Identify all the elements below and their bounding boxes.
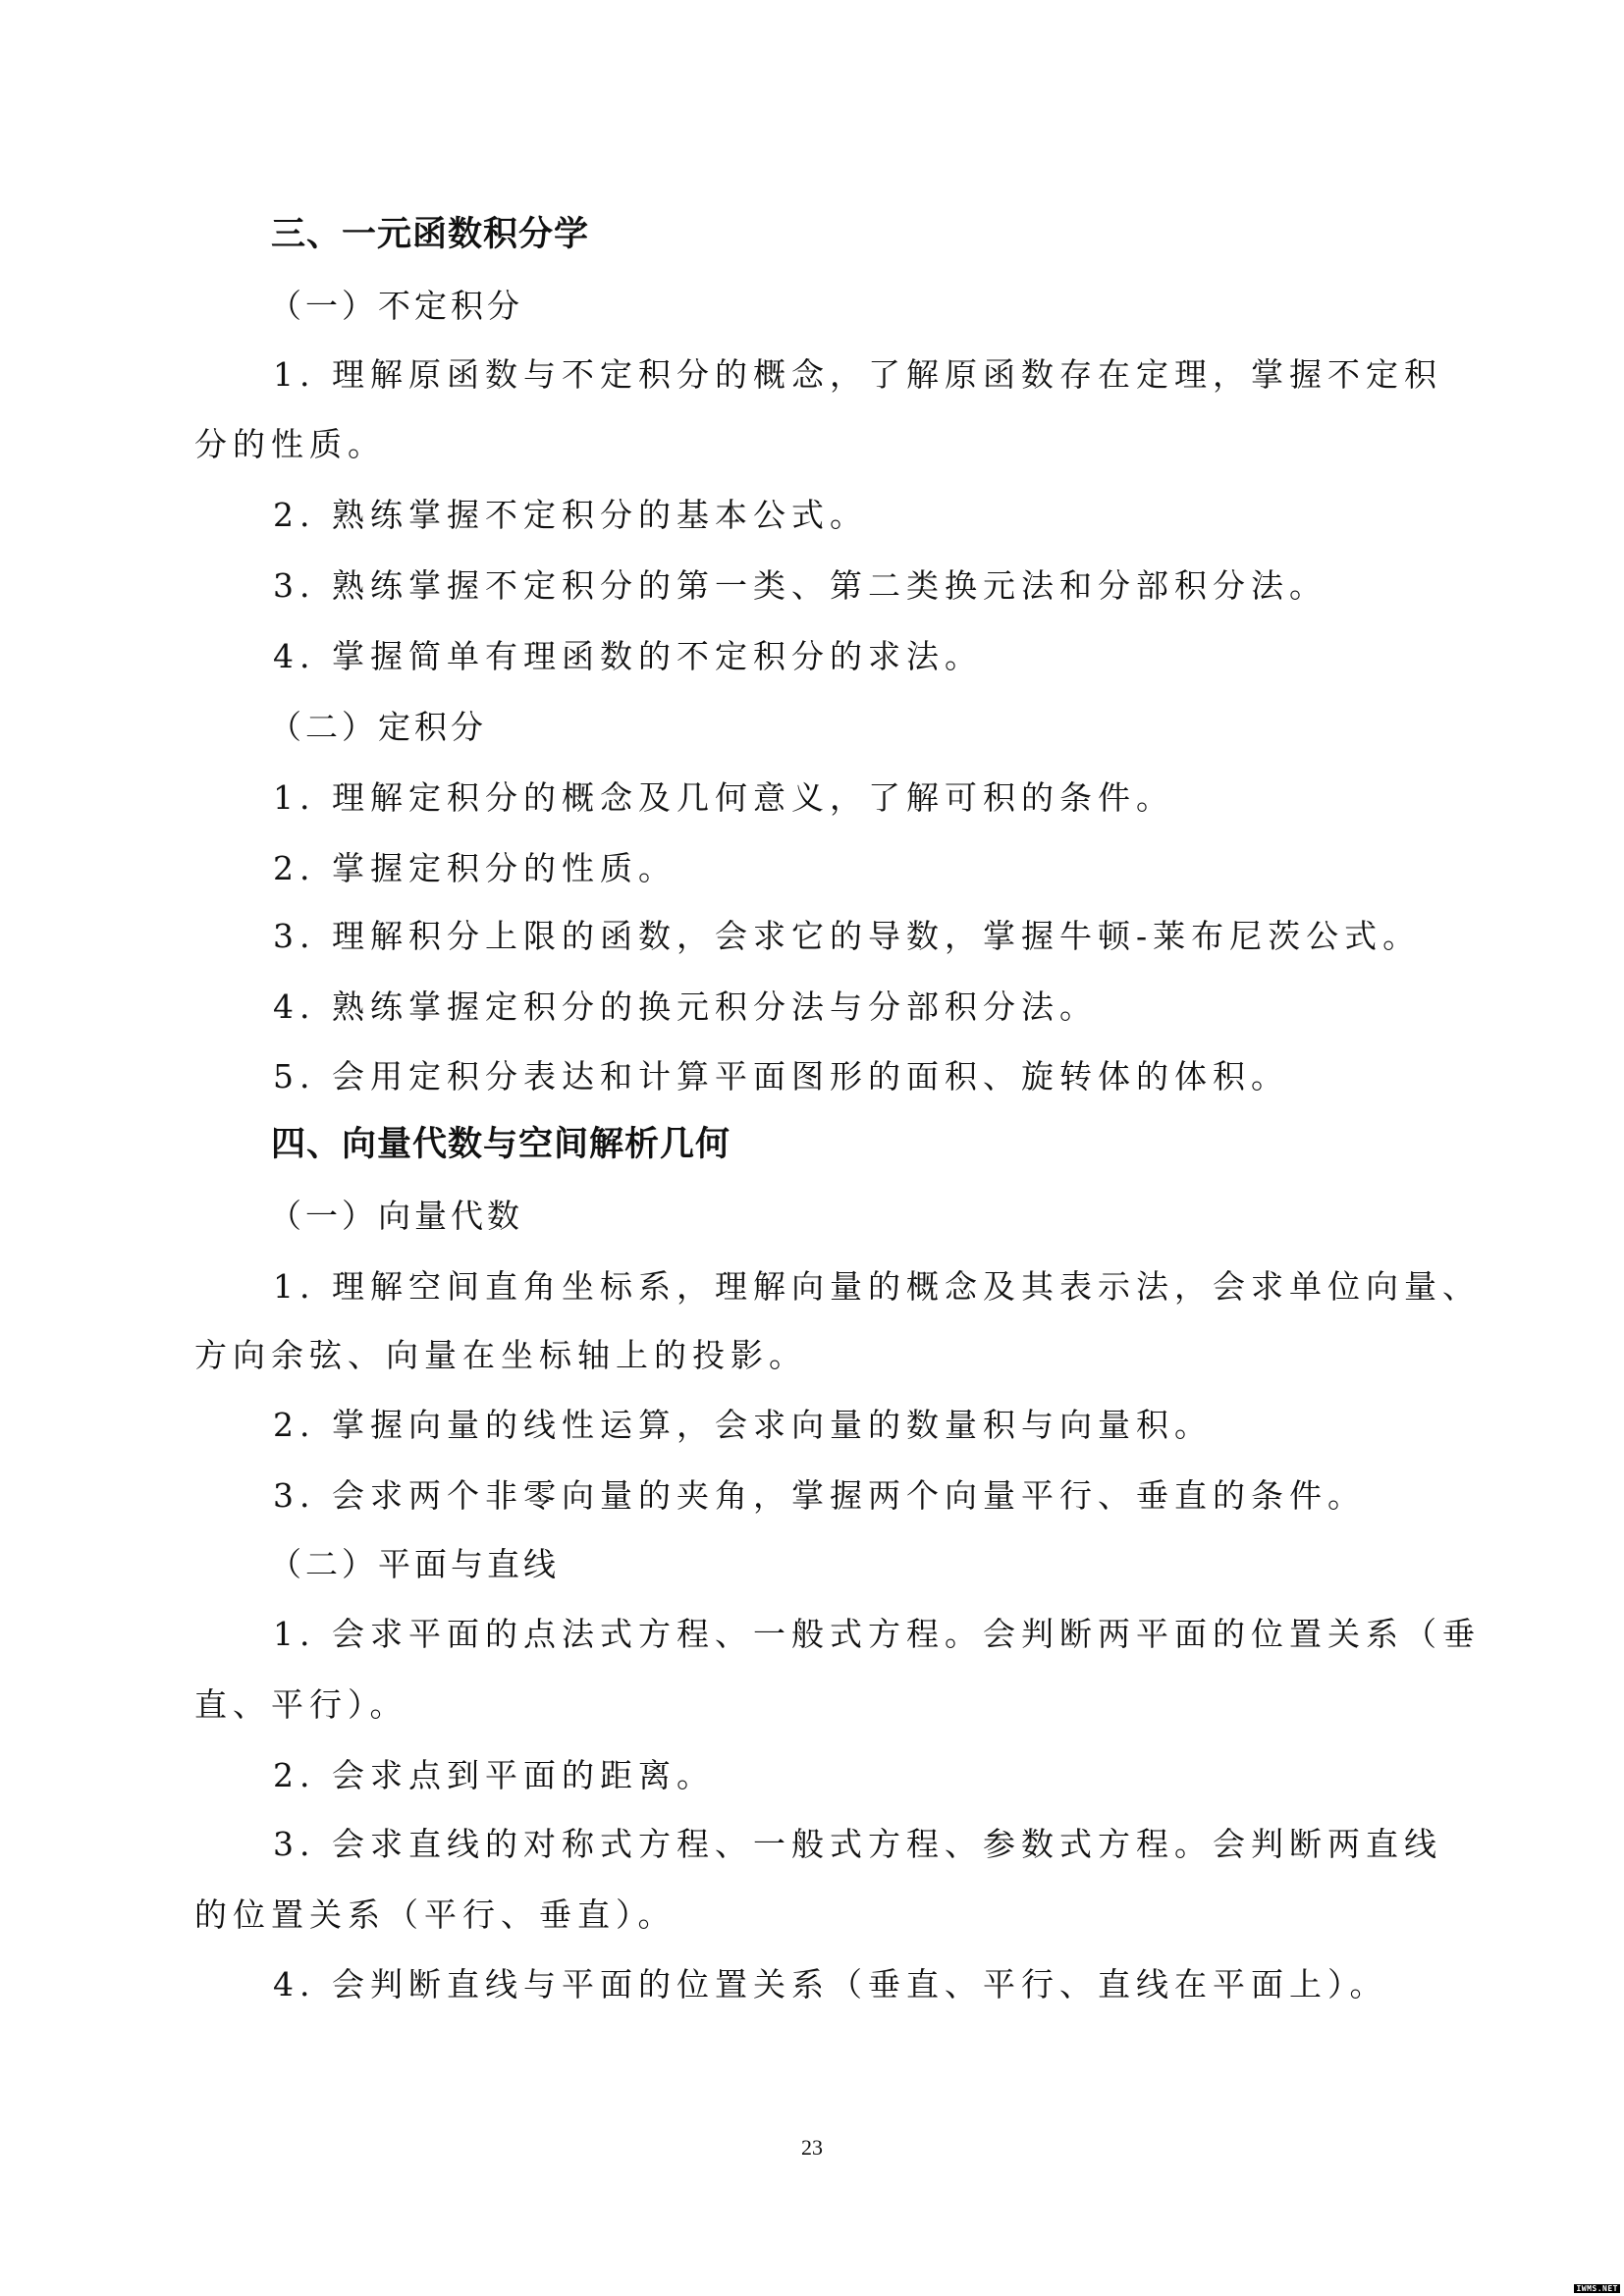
paragraph-continuation: 方向余弦、向量在坐标轴上的投影。 [194, 1336, 807, 1374]
paragraph-item: 3. 会求直线的对称式方程、一般式方程、参数式方程。会判断两直线 [273, 1825, 1442, 1863]
subsection-heading-definite-integral: （二）定积分 [269, 708, 487, 746]
page-number: 23 [801, 2135, 823, 2160]
paragraph-item: 2. 熟练掌握不定积分的基本公式。 [273, 496, 868, 534]
watermark: IWMS.NET [1576, 2284, 1618, 2293]
paragraph-item: 1. 理解定积分的概念及几何意义，了解可积的条件。 [273, 778, 1174, 817]
paragraph-item: 5. 会用定积分表达和计算平面图形的面积、旋转体的体积。 [273, 1057, 1289, 1095]
paragraph-item: 3. 会求两个非零向量的夹角，掌握两个向量平行、垂直的条件。 [273, 1476, 1366, 1515]
paragraph-item: 2. 掌握定积分的性质。 [273, 849, 677, 887]
paragraph-continuation: 直、平行）。 [194, 1685, 408, 1724]
section-heading-4: 四、向量代数与空间解析几何 [271, 1125, 731, 1164]
paragraph-item: 4. 掌握简单有理函数的不定积分的求法。 [273, 637, 983, 675]
paragraph-item: 4. 会判断直线与平面的位置关系（垂直、平行、直线在平面上）。 [273, 1965, 1388, 2003]
subsection-heading-indefinite-integral: （一）不定积分 [269, 287, 523, 325]
paragraph-item: 3. 熟练掌握不定积分的第一类、第二类换元法和分部积分法。 [273, 566, 1327, 605]
section-heading-3: 三、一元函数积分学 [271, 215, 590, 254]
paragraph-continuation: 的位置关系（平行、垂直）。 [194, 1896, 677, 1934]
subsection-heading-vector-algebra: （一）向量代数 [269, 1197, 523, 1235]
paragraph-item: 3. 理解积分上限的函数，会求它的导数，掌握牛顿-莱布尼茨公式。 [273, 917, 1422, 955]
paragraph-continuation: 分的性质。 [194, 425, 386, 463]
paragraph-item: 4. 熟练掌握定积分的换元积分法与分部积分法。 [273, 988, 1098, 1026]
paragraph-item: 2. 会求点到平面的距离。 [273, 1756, 715, 1794]
subsection-heading-plane-and-line: （二）平面与直线 [269, 1545, 560, 1583]
paragraph-item: 1. 理解空间直角坐标系，理解向量的概念及其表示法，会求单位向量、 [273, 1267, 1481, 1306]
paragraph-item: 1. 会求平面的点法式方程、一般式方程。会判断两平面的位置关系（垂 [273, 1615, 1481, 1653]
paragraph-item: 1. 理解原函数与不定积分的概念，了解原函数存在定理，掌握不定积 [273, 355, 1442, 394]
paragraph-item: 2. 掌握向量的线性运算，会求向量的数量积与向量积。 [273, 1406, 1213, 1444]
